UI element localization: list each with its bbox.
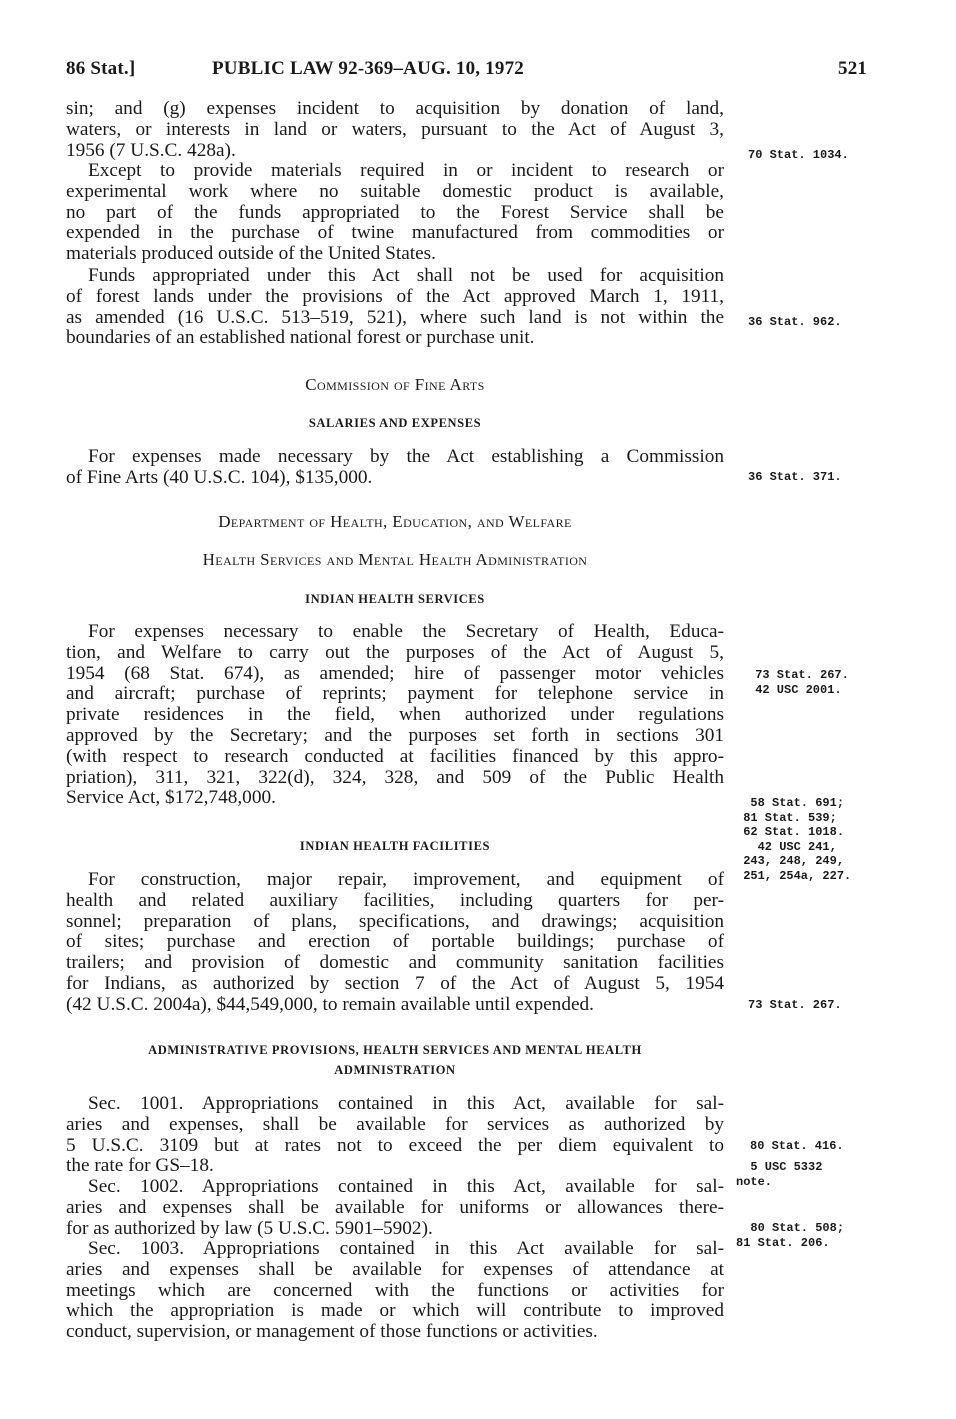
paragraph xyxy=(66,1177,724,1239)
paragraph xyxy=(66,622,724,809)
margin-citation: 73 Stat. 267. xyxy=(748,998,842,1012)
margin-citation: 73 Stat. 267. 42 USC 2001. xyxy=(755,668,849,697)
heading-line: Commission of Fine Arts xyxy=(305,375,485,394)
margin-citation: 70 Stat. 1034. xyxy=(748,148,849,162)
text-line: meetings which are concerned with the functions or activities for xyxy=(66,1279,724,1301)
text-line: Funds appropriated under this Act shall not be used for acquisition xyxy=(88,265,724,286)
margin-citation: 58 Stat. 691; 81 Stat. 539; 62 Stat. 1018. 42 USC 241, 243, 248, 249, 251, 254a, 227. xyxy=(743,796,852,883)
text-line: aries and expenses shall be available for uniforms or allowances there- xyxy=(66,1196,724,1218)
text-line: approved by the Secretary; and the purposes set forth in sections 301 xyxy=(66,724,724,746)
heading-line: ADMINISTRATIVE PROVISIONS, HEALTH SERVICES AND MENTAL HEALTH xyxy=(148,1043,642,1057)
text-line: Sec. 1001. Appropriations contained in this Act, available for sal- xyxy=(88,1093,724,1114)
text-line: of forest lands under the provisions of the Act approved March 1, 1911, xyxy=(66,285,724,307)
text-line: experimental work where no suitable domestic product is available, xyxy=(66,180,724,202)
text-line: the rate for GS–18. xyxy=(66,1155,214,1177)
text-line: sin; and (g) expenses incident to acquisition by donation of land, xyxy=(66,98,724,119)
text-line: no part of the funds appropriated to the Forest Service shall be xyxy=(66,201,724,223)
section-heading xyxy=(66,413,724,433)
heading-line: INDIAN HEALTH SERVICES xyxy=(305,592,485,606)
text-line: sonnel; preparation of plans, specifications, and drawings; acquisition xyxy=(66,910,724,932)
margin-citation: 80 Stat. 508; 81 Stat. 206. xyxy=(736,1221,845,1250)
text-line: health and related auxiliary facilities, including quarters for per- xyxy=(66,889,724,911)
heading-line: INDIAN HEALTH FACILITIES xyxy=(299,839,491,853)
section-heading xyxy=(66,589,724,609)
text-line: which the appropriation is made or which will contribute to improved xyxy=(66,1300,724,1322)
heading-line: Health Services and Mental Health Administration xyxy=(202,550,588,569)
margin-citation: 36 Stat. 962. xyxy=(748,315,842,329)
section-heading xyxy=(66,1040,724,1080)
text-line: priation), 311, 321, 322(d), 324, 328, and 509 of the Public Health xyxy=(66,766,724,788)
text-line: private residences in the field, when authorized under regulations xyxy=(66,704,724,726)
margin-citation: 80 Stat. 416. xyxy=(750,1139,844,1153)
paragraph xyxy=(66,1239,724,1343)
margin-citation: 5 USC 5332 note. xyxy=(736,1160,823,1189)
paragraph xyxy=(66,447,724,489)
text-line: aries and expenses, shall be available for services as authorized by xyxy=(66,1113,724,1135)
text-line: of sites; purchase and erection of portable buildings; purchase of xyxy=(66,931,724,953)
text-line: materials produced outside of the United States. xyxy=(66,243,436,265)
text-line: For expenses necessary to enable the Secretary of Health, Educa- xyxy=(88,621,724,642)
paragraph xyxy=(66,161,724,265)
margin-citation: 36 Stat. 371. xyxy=(748,470,842,484)
running-head-left: 86 Stat.] xyxy=(66,58,136,79)
text-line: waters, or interests in land or waters, pursuant to the Act of August 3, xyxy=(66,118,724,140)
page-number: 521 xyxy=(838,58,868,79)
text-line: Sec. 1002. Appropriations contained in this Act, available for sal- xyxy=(88,1176,724,1197)
text-line: boundaries of an established national forest or purchase unit. xyxy=(66,327,535,349)
text-line: (42 U.S.C. 2004a), $44,549,000, to remain available until expended. xyxy=(66,993,594,1015)
paragraph xyxy=(66,266,724,349)
heading-line: ADMINISTRATION xyxy=(334,1063,456,1077)
text-line: and aircraft; purchase of reprints; payment for telephone service in xyxy=(66,683,724,705)
text-line: trailers; and provision of domestic and community sanitation facilities xyxy=(66,952,724,974)
text-line: for Indians, as authorized by section 7 of the Act of August 5, 1954 xyxy=(66,972,724,994)
text-line: (with respect to research conducted at facilities financed by this appro- xyxy=(66,745,724,767)
text-line: conduct, supervision, or management of those functions or activities. xyxy=(66,1321,598,1343)
text-line: as amended (16 U.S.C. 513–519, 521), where such land is not within the xyxy=(66,306,724,328)
heading-line: SALARIES AND EXPENSES xyxy=(308,416,482,430)
text-line: tion, and Welfare to carry out the purposes of the Act of August 5, xyxy=(66,641,724,663)
text-line: expended in the purchase of twine manufactured from commodities or xyxy=(66,222,724,244)
section-heading xyxy=(66,836,724,856)
text-line: Except to provide materials required in or incident to research or xyxy=(88,160,724,181)
paragraph xyxy=(66,1094,724,1177)
text-line: Sec. 1003. Appropriations contained in this Act available for sal- xyxy=(88,1238,724,1259)
text-line: Service Act, $172,748,000. xyxy=(66,787,276,809)
paragraph xyxy=(66,99,724,161)
text-line: aries and expenses shall be available for expenses of attendance at xyxy=(66,1258,724,1280)
text-line: 5 U.S.C. 3109 but at rates not to exceed the per diem equivalent to xyxy=(66,1134,724,1156)
text-line: 1954 (68 Stat. 674), as amended; hire of passenger motor vehicles xyxy=(66,662,724,684)
section-heading xyxy=(66,550,724,570)
running-head-title: PUBLIC LAW 92-369–AUG. 10, 1972 xyxy=(212,58,524,79)
text-line: For expenses made necessary by the Act establishing a Commission xyxy=(88,446,724,467)
section-heading xyxy=(66,375,724,395)
text-line: 1956 (7 U.S.C. 428a). xyxy=(66,139,236,161)
paragraph xyxy=(66,870,724,1016)
section-heading xyxy=(66,512,724,532)
text-line: For construction, major repair, improvement, and equipment of xyxy=(88,869,724,890)
text-line: for as authorized by law (5 U.S.C. 5901–5902). xyxy=(66,1217,433,1239)
text-line: of Fine Arts (40 U.S.C. 104), $135,000. xyxy=(66,466,373,488)
heading-line: Department of Health, Education, and Welfare xyxy=(218,512,572,531)
